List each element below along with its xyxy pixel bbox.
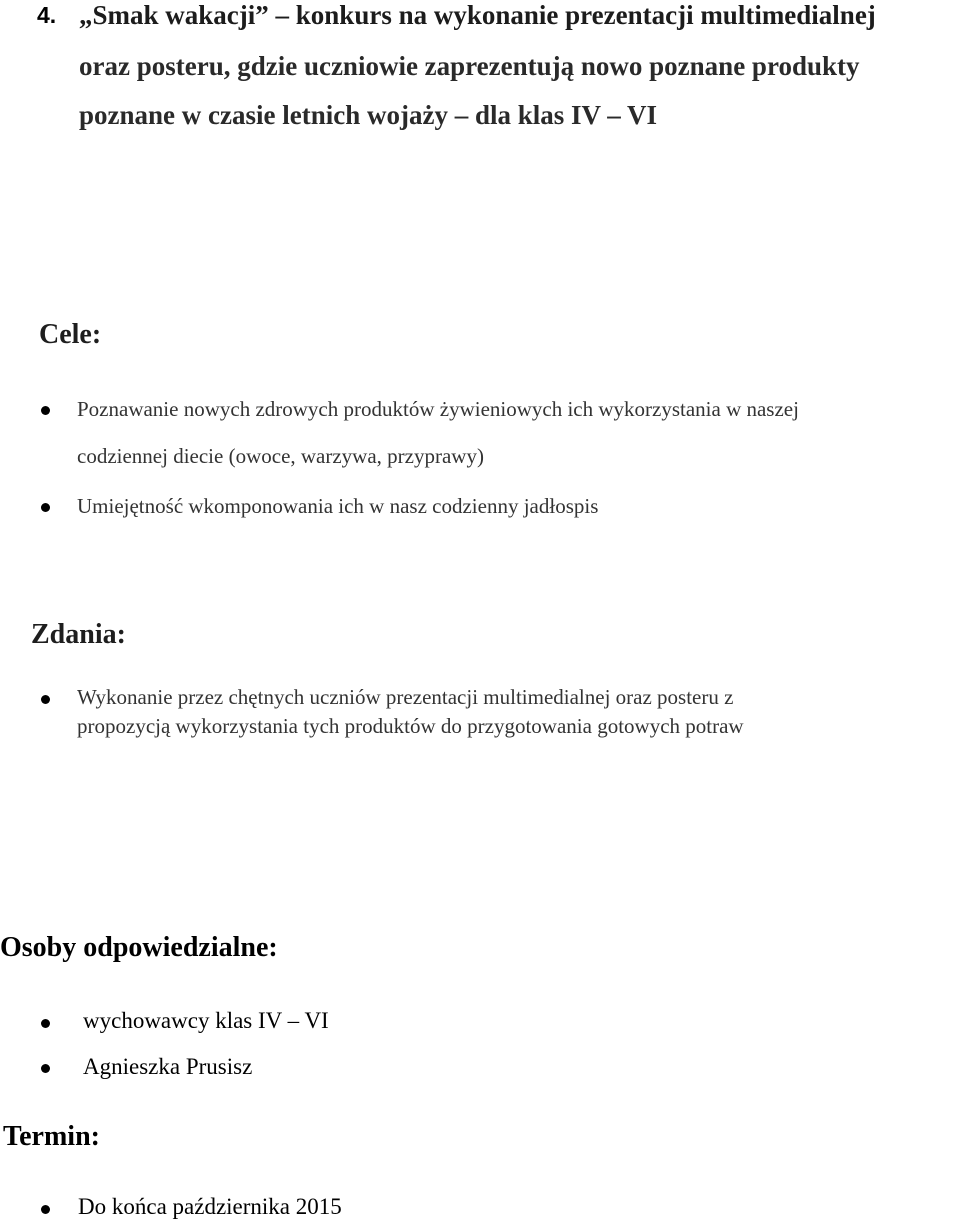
cele-item-1-line-2: codziennej diecie (owoce, warzywa, przyprawy) bbox=[77, 444, 484, 468]
bullet-icon bbox=[41, 1205, 50, 1214]
osoby-item-2: Agnieszka Prusisz bbox=[83, 1054, 253, 1079]
cele-item-1-line-1: Poznawanie nowych zdrowych produktów żywieniowych ich wykorzystania w naszej bbox=[77, 397, 799, 421]
cele-item-2-line-1: Umiejętność wkomponowania ich w nasz codzienny jadłospis bbox=[77, 494, 599, 518]
section-title-zadania: Zdania: bbox=[31, 619, 126, 650]
bullet-icon bbox=[41, 1064, 50, 1073]
bullet-icon bbox=[41, 695, 50, 704]
heading-line-1: „Smak wakacji” – konkurs na wykonanie prezentacji multimedialnej bbox=[79, 0, 876, 30]
termin-item-1: Do końca października 2015 bbox=[78, 1194, 342, 1219]
osoby-item-1: wychowawcy klas IV – VI bbox=[83, 1008, 329, 1033]
section-title-cele: Cele: bbox=[39, 319, 102, 350]
section-title-osoby: Osoby odpowiedzialne: bbox=[0, 932, 278, 963]
bullet-icon bbox=[41, 1019, 50, 1028]
bullet-icon bbox=[41, 406, 50, 415]
bullet-icon bbox=[41, 503, 50, 512]
heading-line-2: oraz posteru, gdzie uczniowie zaprezentują nowo poznane produkty bbox=[79, 51, 860, 81]
zadania-item-1-line-1: Wykonanie przez chętnych uczniów prezentacji multimedialnej oraz posteru z bbox=[77, 685, 734, 709]
heading-line-3: poznane w czasie letnich wojaży – dla klas IV – VI bbox=[79, 100, 658, 130]
zadania-item-1-line-2: propozycją wykorzystania tych produktów do przygotowania gotowych potraw bbox=[77, 714, 744, 738]
section-title-termin: Termin: bbox=[3, 1121, 100, 1152]
item-number: 4. bbox=[37, 2, 57, 28]
